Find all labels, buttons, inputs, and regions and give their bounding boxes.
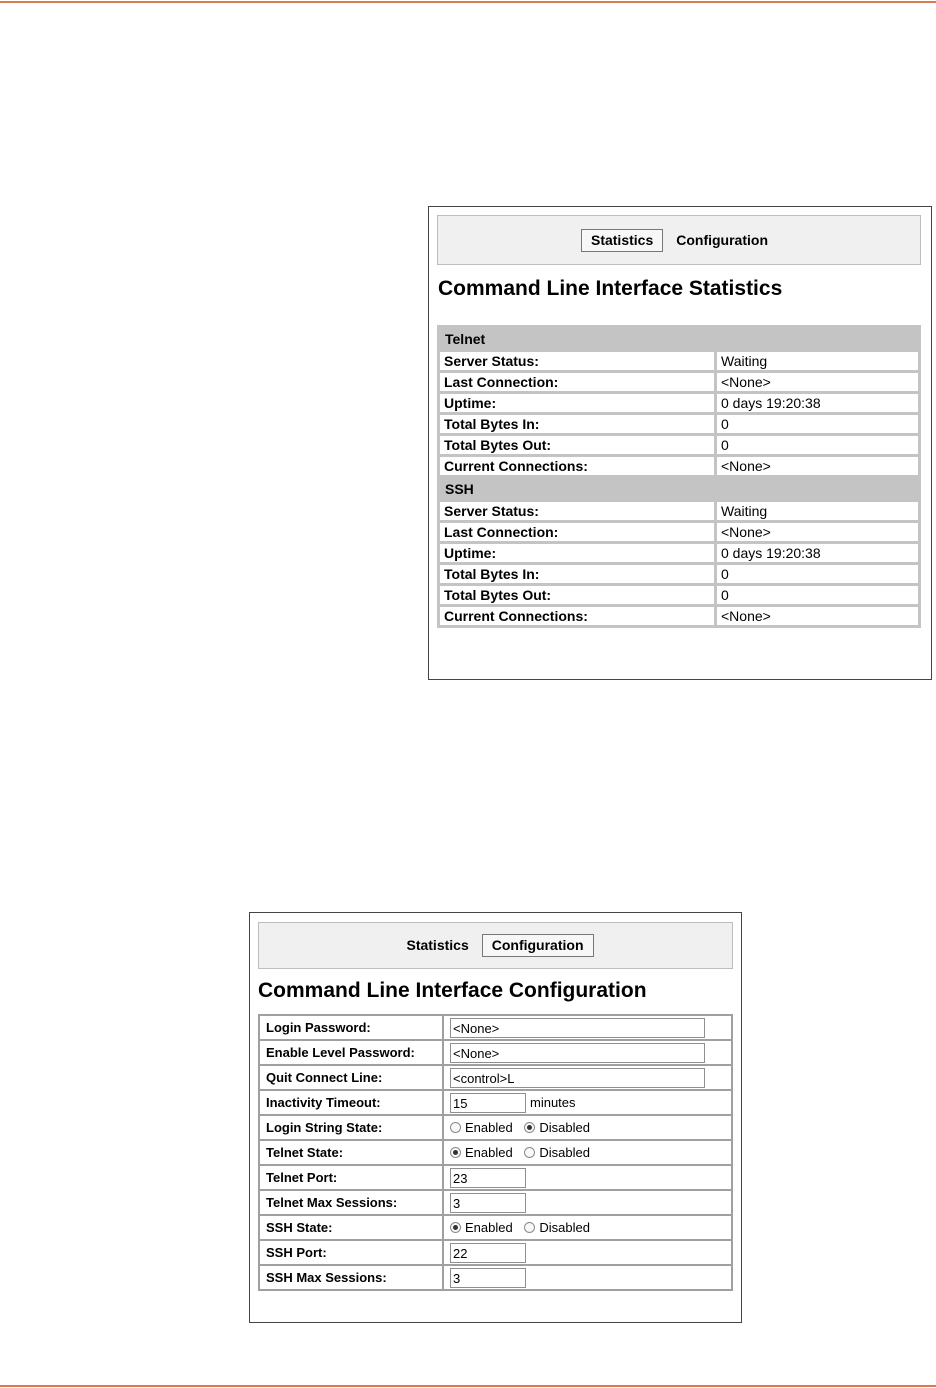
ssh-state-label: SSH State: [259,1215,443,1240]
inactivity-timeout-label: Inactivity Timeout: [259,1090,443,1115]
table-row [440,436,918,454]
inactivity-timeout-unit: minutes [530,1095,576,1110]
ssh-disabled-option[interactable] [524,1220,590,1235]
table-row [440,586,918,604]
row-value: <None> [717,373,918,391]
section-title: SSH [440,478,918,499]
login-password-input[interactable]: <None> [450,1018,705,1038]
row-value: 0 days 19:20:38 [717,544,918,562]
row-label: Last Connection: [440,523,714,541]
row-value: 0 [717,565,918,583]
row-label: Server Status: [440,352,714,370]
footer-rule [0,1385,936,1387]
login-string-state-label: Login String State: [259,1115,443,1140]
table-row [259,1165,732,1190]
header-rule [0,1,936,3]
row-value: 0 [717,415,918,433]
row-value: <None> [717,607,918,625]
row-value: 0 [717,586,918,604]
radio-button-icon[interactable] [524,1122,535,1133]
radio-label: Enabled [465,1220,513,1235]
row-value: <None> [717,523,918,541]
enable-level-password-input[interactable]: <None> [450,1043,705,1063]
row-label: Total Bytes In: [440,415,714,433]
radio-button-icon[interactable] [450,1122,461,1133]
login-string-disabled-option[interactable] [524,1120,590,1135]
page-title: Command Line Interface Configuration [258,979,647,1002]
table-row [440,394,918,412]
table-row [259,1015,732,1040]
row-label: Current Connections: [440,457,714,475]
table-row [440,523,918,541]
row-value: <None> [717,457,918,475]
table-row [259,1040,732,1065]
tab-statistics[interactable]: Statistics [406,937,469,953]
tab-configuration[interactable]: Configuration [676,231,768,248]
table-row [259,1240,732,1265]
table-row [440,544,918,562]
row-label: Last Connection: [440,373,714,391]
page-title: Command Line Interface Statistics [438,277,783,300]
row-label: Total Bytes Out: [440,586,714,604]
row-label: Total Bytes In: [440,565,714,583]
row-value: Waiting [717,502,918,520]
quit-connect-line-input[interactable]: <control>L [450,1068,705,1088]
table-row [259,1215,732,1240]
telnet-disabled-option[interactable] [524,1145,590,1160]
row-label: Uptime: [440,544,714,562]
radio-label: Disabled [539,1220,590,1235]
table-row [259,1140,732,1165]
telnet-enabled-option[interactable] [450,1145,513,1160]
telnet-port-label: Telnet Port: [259,1165,443,1190]
statistics-table [437,325,921,628]
section-header-ssh [440,478,918,499]
row-value: 0 days 19:20:38 [717,394,918,412]
tab-configuration[interactable]: Configuration [482,934,594,957]
ssh-max-sessions-input[interactable]: 3 [450,1268,526,1288]
telnet-max-sessions-input[interactable]: 3 [450,1193,526,1213]
table-row [440,352,918,370]
table-row [259,1265,732,1290]
row-label: Server Status: [440,502,714,520]
table-row [440,415,918,433]
radio-button-icon[interactable] [524,1222,535,1233]
telnet-max-sessions-label: Telnet Max Sessions: [259,1190,443,1215]
configuration-table [258,1014,733,1291]
quit-connect-line-label: Quit Connect Line: [259,1065,443,1090]
cli-configuration-panel [249,912,742,1323]
enable-level-password-label: Enable Level Password: [259,1040,443,1065]
radio-label: Enabled [465,1120,513,1135]
login-password-label: Login Password: [259,1015,443,1040]
tab-bar [258,922,733,969]
login-string-enabled-option[interactable] [450,1120,513,1135]
radio-button-icon[interactable] [450,1147,461,1158]
tab-bar [437,215,921,265]
radio-button-icon[interactable] [450,1222,461,1233]
row-label: Current Connections: [440,607,714,625]
telnet-state-label: Telnet State: [259,1140,443,1165]
telnet-port-input[interactable]: 23 [450,1168,526,1188]
table-row [259,1115,732,1140]
row-label: Total Bytes Out: [440,436,714,454]
section-header-telnet [440,328,918,349]
table-row [259,1190,732,1215]
table-row [440,457,918,475]
radio-label: Disabled [539,1120,590,1135]
radio-label: Disabled [539,1145,590,1160]
ssh-max-sessions-label: SSH Max Sessions: [259,1265,443,1290]
tab-statistics[interactable]: Statistics [581,229,663,252]
row-label: Uptime: [440,394,714,412]
row-value: 0 [717,436,918,454]
table-row [259,1090,732,1115]
table-row [440,607,918,625]
ssh-port-label: SSH Port: [259,1240,443,1265]
table-row [440,565,918,583]
table-row [440,502,918,520]
ssh-enabled-option[interactable] [450,1220,513,1235]
cli-statistics-panel [428,206,932,680]
table-row [440,373,918,391]
radio-button-icon[interactable] [524,1147,535,1158]
radio-label: Enabled [465,1145,513,1160]
table-row [259,1065,732,1090]
inactivity-timeout-input[interactable]: 15 [450,1093,526,1113]
row-value: Waiting [717,352,918,370]
ssh-port-input[interactable]: 22 [450,1243,526,1263]
section-title: Telnet [440,328,918,349]
